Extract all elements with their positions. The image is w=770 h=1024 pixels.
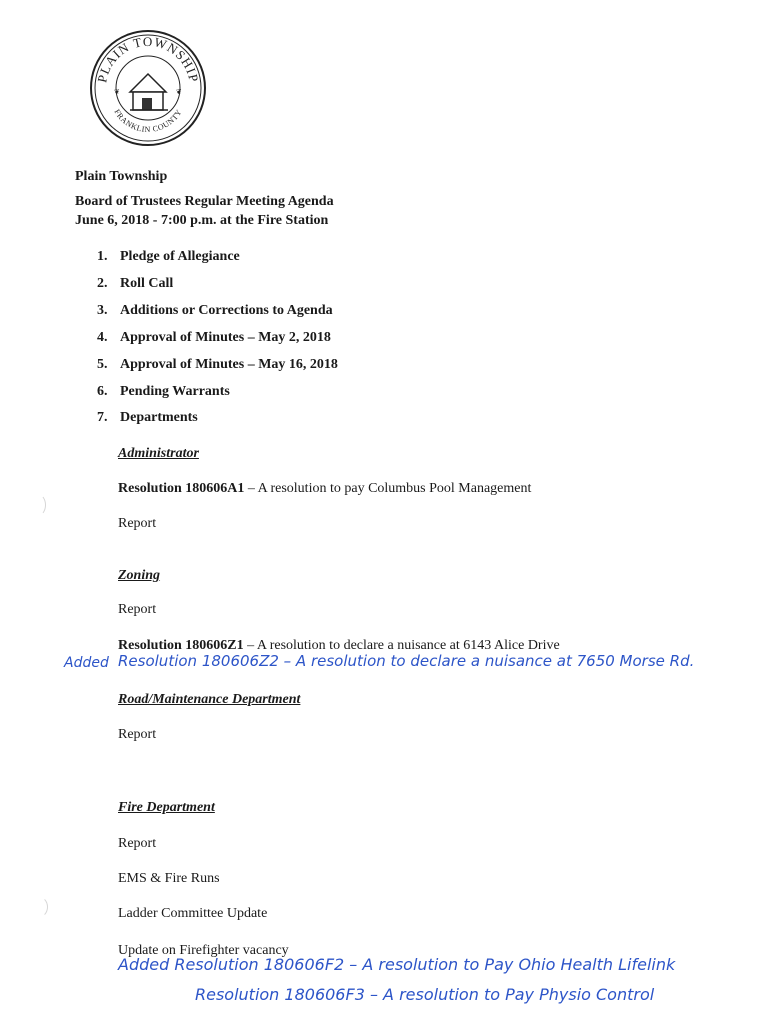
agenda-item: 6. Pending Warrants xyxy=(97,384,230,399)
agenda-item: 5. Approval of Minutes – May 16, 2018 xyxy=(97,357,338,372)
administrator-report: Report xyxy=(118,516,157,531)
road-heading: Road/Maintenance Department xyxy=(118,692,301,707)
zoning-heading: Zoning xyxy=(118,568,161,583)
road-report: Report xyxy=(118,727,157,742)
handwritten-fire-resolution-1: Added Resolution 180606F2 – A resolution to Pay Ohio Health Lifelink xyxy=(118,955,676,974)
township-seal xyxy=(88,28,208,148)
fire-item: Update on Firefighter vacancy xyxy=(118,943,289,958)
fire-item: Ladder Committee Update xyxy=(118,906,268,921)
meeting-date: June 6, 2018 - 7:00 p.m. at the Fire Station xyxy=(75,213,329,228)
scan-mark xyxy=(28,896,48,918)
agenda-item: 4. Approval of Minutes – May 2, 2018 xyxy=(97,330,331,345)
svg-text:❦: ❦ xyxy=(176,88,182,96)
administrator-heading: Administrator xyxy=(118,446,199,461)
barn-icon xyxy=(130,74,168,110)
svg-text:PLAIN TOWNSHIP: PLAIN TOWNSHIP xyxy=(94,33,202,84)
handwritten-added-label: Added xyxy=(64,655,109,671)
agenda-item: 7. Departments xyxy=(97,410,198,425)
svg-text:❦: ❦ xyxy=(114,88,120,96)
administrator-resolution: Resolution 180606A1 – A resolution to pay Columbus Pool Management xyxy=(118,481,532,496)
agenda-item: 3. Additions or Corrections to Agenda xyxy=(97,303,333,318)
svg-text:FRANKLIN COUNTY: FRANKLIN COUNTY xyxy=(112,107,184,135)
fire-heading: Fire Department xyxy=(118,800,215,815)
agenda-item: 2. Roll Call xyxy=(97,276,174,291)
handwritten-fire-resolution-2: Resolution 180606F3 – A resolution to Pay Physio Control xyxy=(195,985,655,1004)
zoning-resolution: Resolution 180606Z1 – A resolution to declare a nuisance at 6143 Alice Drive xyxy=(118,638,560,653)
agenda-title: Board of Trustees Regular Meeting Agenda xyxy=(75,194,334,209)
zoning-report: Report xyxy=(118,602,157,617)
agenda-item: 1. Pledge of Allegiance xyxy=(97,249,240,264)
org-name: Plain Township xyxy=(75,169,168,184)
fire-item: EMS & Fire Runs xyxy=(118,871,220,886)
handwritten-zoning-resolution: Resolution 180606Z2 – A resolution to declare a nuisance at 7650 Morse Rd. xyxy=(118,652,695,670)
fire-item: Report xyxy=(118,836,157,851)
scan-mark xyxy=(30,494,46,516)
